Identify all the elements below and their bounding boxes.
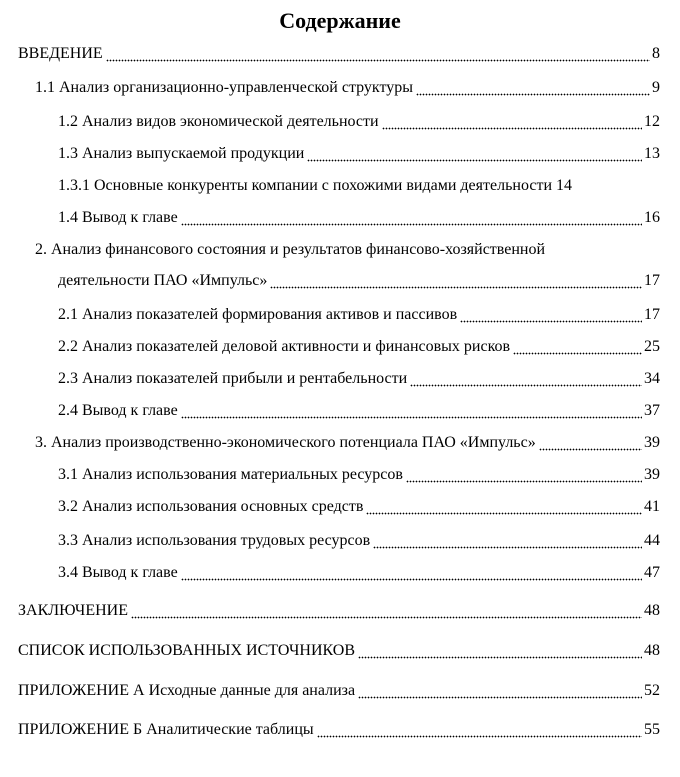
- leader-dots: [513, 337, 642, 357]
- toc-entry-text: 1.2 Анализ видов экономической деятельности: [58, 113, 379, 130]
- leader-dots: [373, 531, 642, 551]
- toc-entry-2[interactable]: [58, 271, 660, 291]
- toc-entry-page: 52: [644, 682, 660, 699]
- toc-entry-page: 8: [652, 45, 660, 62]
- toc-entry-page: 44: [644, 532, 660, 549]
- toc-entry-2-1[interactable]: [58, 305, 660, 325]
- toc-title: Содержание: [279, 8, 401, 33]
- toc-entry-page: 13: [644, 145, 660, 162]
- leader-dots: [270, 271, 642, 291]
- leader-dots: [358, 681, 642, 701]
- toc-entry-page: 34: [644, 370, 660, 387]
- toc-entry-3-2[interactable]: [58, 497, 660, 517]
- toc-entry-text: 1.4 Вывод к главе: [58, 209, 178, 226]
- toc-entry-text: 3.2 Анализ использования основных средств: [58, 498, 364, 515]
- leader-dots: [382, 112, 642, 132]
- toc-entry-appendix-b[interactable]: [18, 720, 660, 740]
- toc-entry-text: ПРИЛОЖЕНИЕ Б Аналитические таблицы: [18, 721, 314, 738]
- toc-entry-page: 17: [644, 306, 660, 323]
- leader-dots: [366, 497, 642, 517]
- leader-dots: [317, 720, 642, 740]
- toc-entry-text: ВВЕДЕНИЕ: [18, 45, 103, 62]
- toc-entry-page: 16: [644, 209, 660, 226]
- toc-entry-conclusion[interactable]: [18, 601, 660, 621]
- toc-entry-text: 2.4 Вывод к главе: [58, 402, 178, 419]
- toc-entry-page: 17: [644, 272, 660, 289]
- toc-entry-text: СПИСОК ИСПОЛЬЗОВАННЫХ ИСТОЧНИКОВ: [18, 642, 356, 659]
- leader-dots: [410, 369, 642, 389]
- toc-entry-text: 3. Анализ производственно-экономического потенциала ПАО «Импульс»: [35, 434, 536, 451]
- leader-dots: [106, 44, 650, 64]
- toc-entry-text: 2.3 Анализ показателей прибыли и рентабельности: [58, 370, 408, 387]
- leader-dots: [307, 144, 642, 164]
- toc-entry-3-4[interactable]: [58, 563, 660, 583]
- leader-dots: [181, 401, 642, 421]
- toc-entry-text: 1.1 Анализ организационно-управленческой структуры: [35, 79, 414, 96]
- toc-entry-text: 3.3 Анализ использования трудовых ресурсов: [58, 532, 371, 549]
- toc-entry-text: 1.3 Анализ выпускаемой продукции: [58, 145, 305, 162]
- toc-entry-1-1[interactable]: [35, 78, 660, 98]
- toc-entry-page: 25: [644, 338, 660, 355]
- toc-entry-2-4[interactable]: [58, 401, 660, 421]
- toc-entry-1-2[interactable]: [58, 112, 660, 132]
- toc-entry-1-3-1[interactable]: [58, 176, 660, 196]
- leader-dots: [416, 78, 650, 98]
- toc-entry-text: деятельности ПАО «Импульс»: [58, 272, 268, 289]
- toc-entry-page: 47: [644, 564, 660, 581]
- toc-entry-text: 2.2 Анализ показателей деловой активности и финансовых рисков: [58, 338, 511, 355]
- toc-entry-page: 12: [644, 113, 660, 130]
- toc-entry-page: 37: [644, 402, 660, 419]
- toc-entry-references[interactable]: [18, 641, 660, 661]
- toc-entry-page: 39: [644, 434, 660, 451]
- leader-dots: [460, 305, 642, 325]
- toc-entry-text: 1.3.1 Основные конкуренты компании с похожими видами деятельности: [58, 177, 552, 194]
- toc-entry-3-3[interactable]: [58, 531, 660, 551]
- toc-entry-text: 2.1 Анализ показателей формирования активов и пассивов: [58, 306, 458, 323]
- toc-entry-2-heading[interactable]: 2. Анализ финансового состояния и результатов финансово-хозяйственной: [35, 241, 546, 258]
- toc-entry-text: 3.4 Вывод к главе: [58, 564, 178, 581]
- toc-entry-3-1[interactable]: [58, 465, 660, 485]
- toc-entry-page: 48: [644, 642, 660, 659]
- toc-entry-page: 55: [644, 721, 660, 738]
- toc-entry-appendix-a[interactable]: [18, 681, 660, 701]
- toc-entry-page: 14: [556, 177, 572, 194]
- leader-dots: [181, 208, 642, 228]
- leader-dots: [406, 465, 642, 485]
- toc-entry-introduction[interactable]: [18, 44, 660, 64]
- toc-entry-2-2[interactable]: [58, 337, 660, 357]
- leader-dots: [539, 433, 642, 453]
- toc-entry-page: 41: [644, 498, 660, 515]
- toc-entry-1-4[interactable]: [58, 208, 660, 228]
- toc-entry-1-3[interactable]: [58, 144, 660, 164]
- toc-entry-page: 9: [652, 79, 660, 96]
- leader-dots: [181, 563, 642, 583]
- toc-entry-text: ЗАКЛЮЧЕНИЕ: [18, 602, 128, 619]
- toc-entry-text: 3.1 Анализ использования материальных ресурсов: [58, 466, 403, 483]
- toc-entry-3[interactable]: [35, 433, 660, 453]
- leader-dots: [131, 601, 642, 621]
- toc-entry-page: 39: [644, 466, 660, 483]
- toc-entry-2-3[interactable]: [58, 369, 660, 389]
- toc-entry-text: ПРИЛОЖЕНИЕ А Исходные данные для анализа: [18, 682, 356, 699]
- leader-dots: [358, 641, 642, 661]
- toc-entry-page: 48: [644, 602, 660, 619]
